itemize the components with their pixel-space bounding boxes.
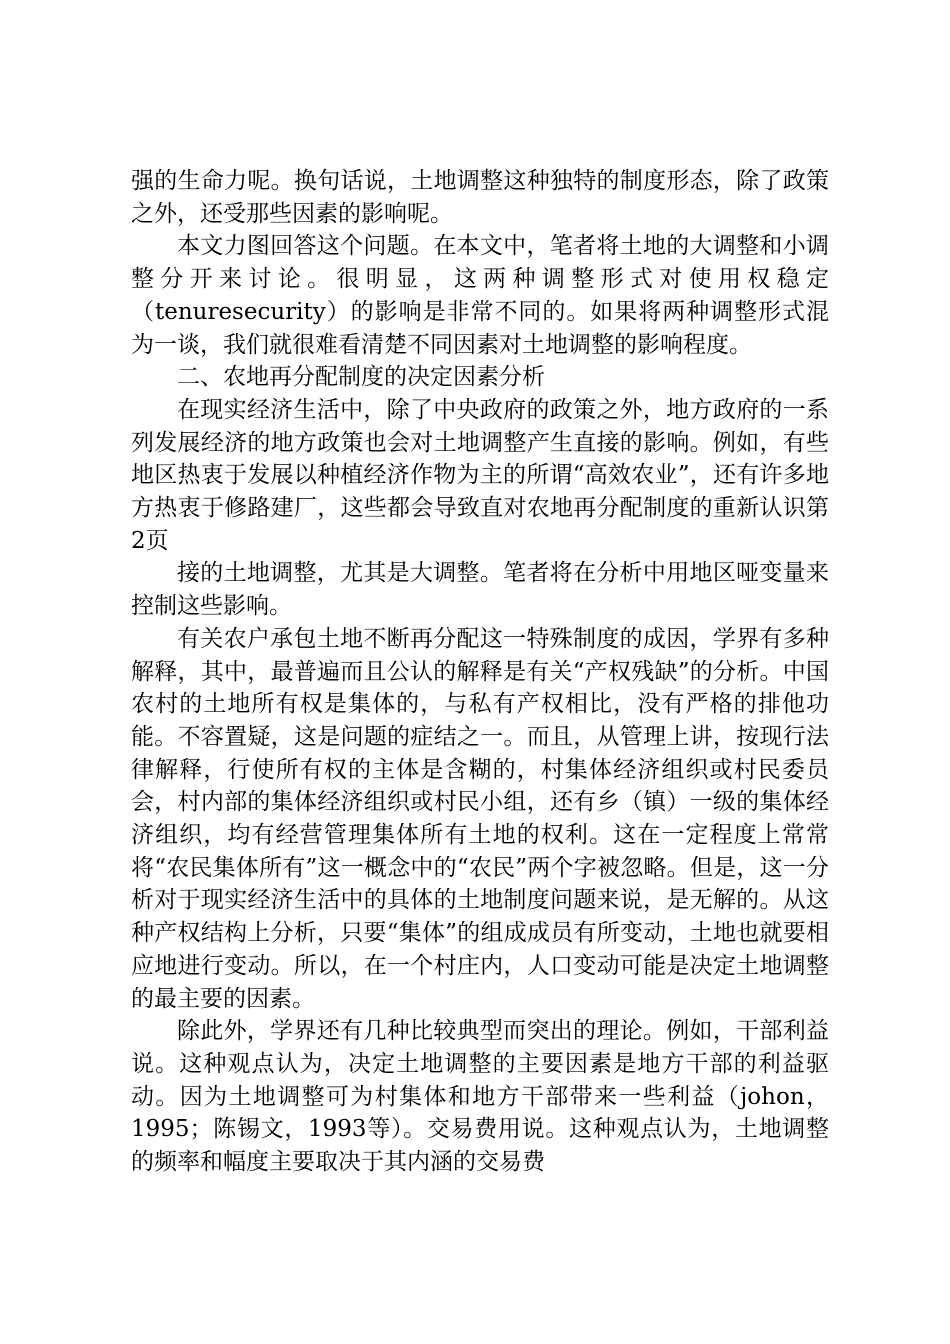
paragraph-continuation: 强的生命力呢。换句话说，土地调整这种独特的制度形态，除了政策之外，还受那些因素的影响呢。: [131, 168, 829, 227]
section-heading: 二、农地再分配制度的决定因素分析: [177, 364, 545, 391]
body-text: [131, 165, 829, 1179]
paragraph: 有关农户承包土地不断再分配这一特殊制度的成因，学界有多种解释，其中，最普遍而且公认的解释是有关“产权残缺”的分析。中国农村的土地所有权是集体的，与私有产权相比，没有严格的排他功能。不容置疑，这是问题的症结之一。而且，从管理上讲，按现行法律解释，行使所有权的主体是含糊的，村集体经济组织或村民委员会，村内部的集体经济组织或村民小组，还有乡（镇）一级的集体经济组织，均有经营管理集体所有土地的权利。这在一定程度上常常将“农民集体所有”这一概念中的“农民”两个字被忽略。但是，这一分析对于现实经济生活中的具体的土地制度问题来说，是无解的。从这种产权结构上分析，只要“集体”的组成成员有所变动，土地也就要相应地进行变动。所以，在一个村庄内，人口变动可能是决定土地调整的最主要的因素。: [131, 625, 829, 1012]
paragraph: 除此外，学界还有几种比较典型而突出的理论。例如，干部利益说。这种观点认为，决定土地调整的主要因素是地方干部的利益驱动。因为土地调整可为村集体和地方干部带来一些利益（johon，1995；陈锡文，1993等）。交易费用说。这种观点认为，土地调整的频率和幅度主要取决于其内涵的交易费: [131, 1018, 829, 1176]
paragraph: 接的土地调整，尤其是大调整。笔者将在分析中用地区哑变量来控制这些影响。: [131, 560, 829, 620]
paragraph: 本文力图回答这个问题。在本文中，笔者将土地的大调整和小调整分开来讨论。很明显，这两种调整形式对使用权稳定（tenuresecurity）的影响是非常不同的。如果将两种调整形式混为一谈，我们就很难看清楚不同因素对土地调整的影响程度。: [131, 233, 829, 358]
paragraph: 在现实经济生活中，除了中央政府的政策之外，地方政府的一系列发展经济的地方政策也会对土地调整产生直接的影响。例如，有些地区热衷于发展以种植经济作物为主的所谓“高效农业”，还有许多地方热衷于修路建厂，这些都会导致直对农地再分配制度的重新认识第2页: [131, 396, 829, 554]
